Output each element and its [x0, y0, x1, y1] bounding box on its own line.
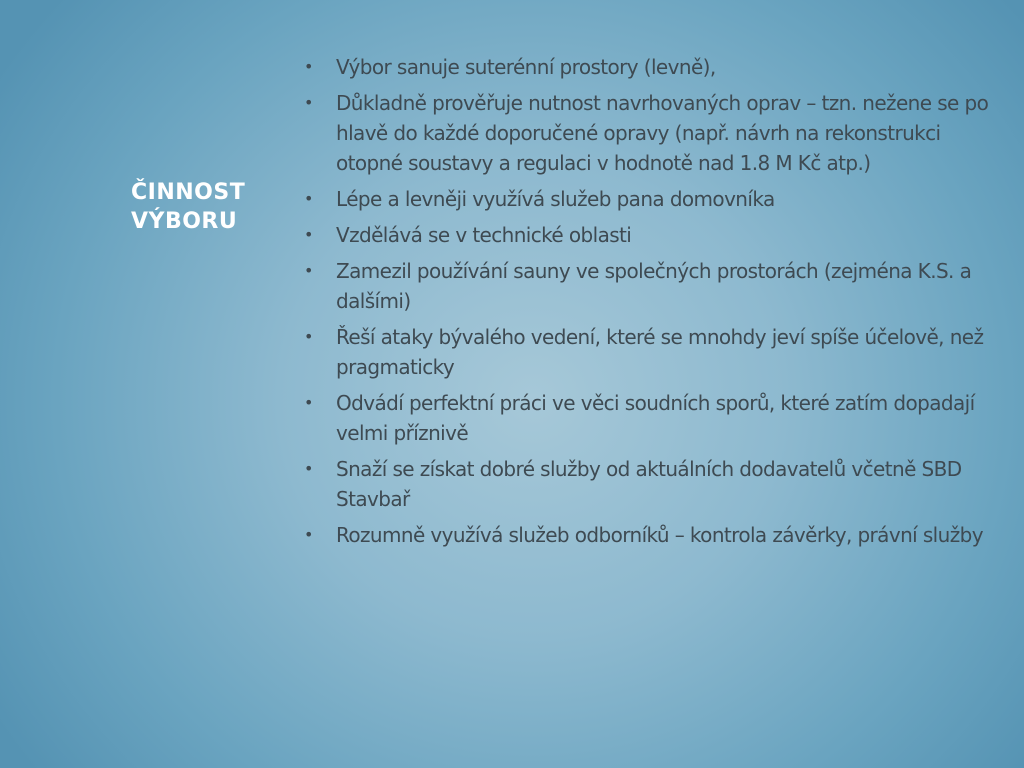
list-item-text: Odvádí perfektní práci ve věci soudních sporů, které zatím dopadají velmi příznivě — [336, 391, 975, 445]
list-item-text: Výbor sanuje suterénní prostory (levně), — [336, 55, 716, 79]
bullet-icon: • — [304, 525, 313, 544]
list-item-text: Snaží se získat dobré služby od aktuálních dodavatelů včetně SBD Stavbař — [336, 457, 962, 511]
list-item — [304, 454, 994, 514]
list-item-text: Lépe a levněji využívá služeb pana domovníka — [336, 187, 775, 211]
bullet-icon: • — [304, 327, 313, 346]
list-item — [304, 256, 994, 316]
list-item — [304, 220, 994, 250]
list-item — [304, 184, 994, 214]
bullet-icon: • — [304, 261, 313, 280]
list-item-text: Zamezil používání sauny ve společných prostorách (zejména K.S. a dalšími) — [336, 259, 972, 313]
list-item — [304, 322, 994, 382]
list-item — [304, 52, 994, 82]
list-item-text: Řeší ataky bývalého vedení, které se mnohdy jeví spíše účelově, než pragmaticky — [336, 325, 984, 379]
bullet-icon: • — [304, 225, 313, 244]
list-item-text: Rozumně využívá služeb odborníků – kontrola závěrky, právní služby — [336, 523, 983, 547]
list-item-text: Důkladně prověřuje nutnost navrhovaných oprav – tzn. nežene se po hlavě do každé doporučené opravy (např. návrh na rekonstrukci otopné soustavy a regulaci v hodnotě nad 1.8 M Kč atp.) — [336, 91, 989, 175]
bullet-icon: • — [304, 189, 313, 208]
bullet-icon: • — [304, 459, 313, 478]
list-item — [304, 520, 994, 550]
list-item-text: Vzdělává se v technické oblasti — [336, 223, 632, 247]
bullet-icon: • — [304, 57, 313, 76]
bullet-list — [304, 52, 994, 556]
list-item — [304, 388, 994, 448]
slide-title: ČINNOST VÝBORU — [131, 180, 246, 234]
bullet-icon: • — [304, 93, 313, 112]
bullet-icon: • — [304, 393, 313, 412]
list-item — [304, 88, 994, 178]
